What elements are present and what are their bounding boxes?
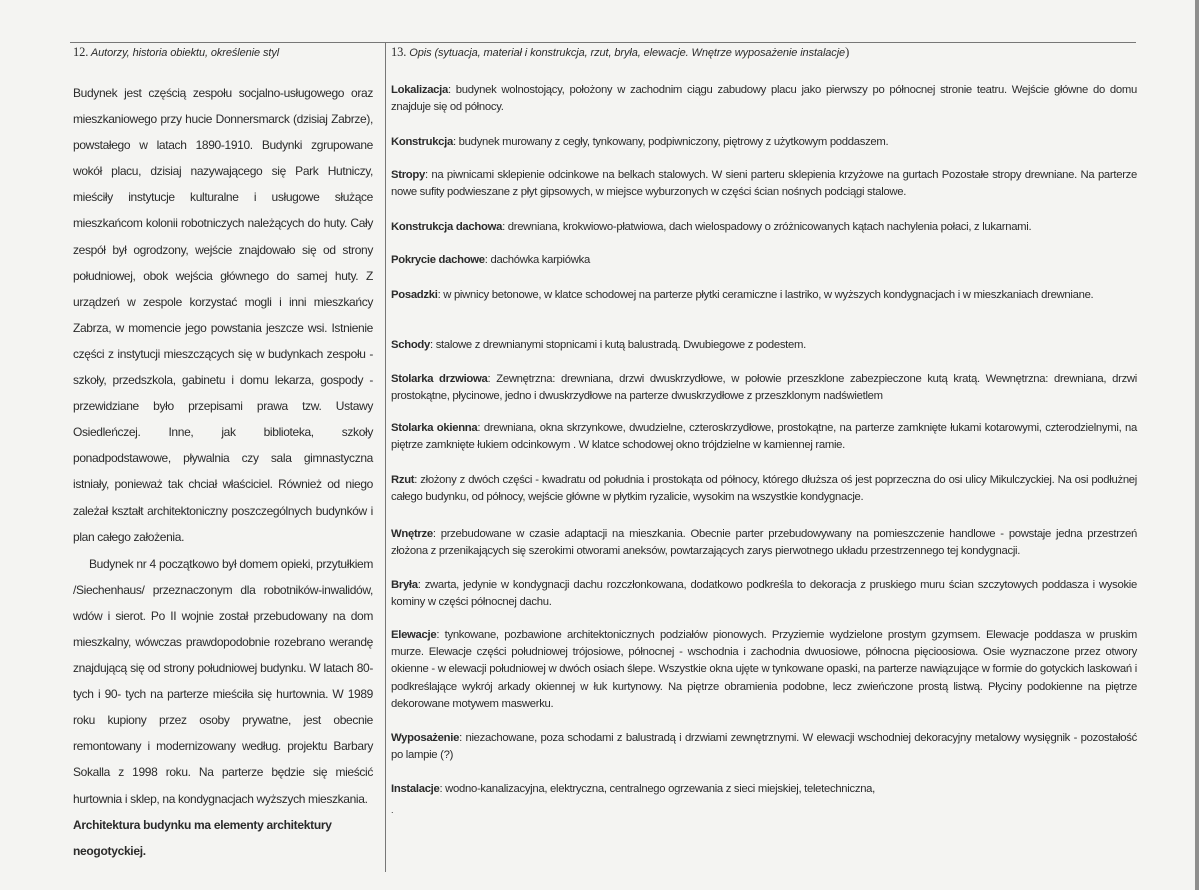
section-label: Wyposażenie [391, 732, 460, 744]
section-text: : Zewnętrzna: drewniana, drzwi dwuskrzydłowe, w połowie przeszklone zabezpieczone kutą kratą. Wewnętrzna: drewniana, drzwi prostokątne, płycinowe, jedno i dwuskrzydłowe na parterze dwuskrzydłowe z przeszklonym nadświetlem [391, 373, 1137, 403]
section-instalacje [391, 781, 1137, 798]
history-header-text: Autorzy, historia obiektu, określenie styl [90, 47, 280, 59]
section-text: : wodno-kanalizacyjna, elektryczna, centralnego ogrzewania z sieci miejskiej, teletechniczna, [439, 783, 876, 795]
history-paragraph-1: Budynek jest częścią zespołu socjalno-usługowego oraz mieszkaniowego przy hucie Donnersmarck (dzisiaj Zabrze), powstałego w latach 1890-1910. Budynki zgrupowane wokół placu, dzisiaj nazywającego się Park Hutniczy, mieściły instytucje kulturalne i usługowe służące mieszkańcom kolonii robotniczych należących do huty. Cały zespół był ogrodzony, wejście znajdowało się od strony południowej, obok wejścia głównego do samej huty. Z urządzeń w zespole korzystać mogli i inni mieszkańcy Zabrza, w momencie jego powstania jeszcze wsi. Istnienie części z instytucji mieszczących się w budynkach zespołu - szkoły, przedszkola, gabinetu i domu lekarza, gospody - przewidziane było przepisami prawa tzw. Ustawy Osiedleńczej. Inne, jak biblioteka, szkoły ponadpodstawowe, pływalnia czy sala gimnastyczna istniały, ponieważ tak chciał właściciel. Również od niego zależał kształt architektoniczny poszczególnych budynków i plan całego założenia. [73, 86, 373, 544]
section-label: Konstrukcja [391, 136, 453, 148]
section-text: : stalowe z drewnianymi stopnicami i kutą balustradą. Dwubiegowe z podestem. [430, 339, 806, 351]
section-wyposazenie [391, 730, 1137, 764]
section-label: Wnętrze [391, 528, 433, 540]
section-text: : drewniana, krokwiowo-płatwiowa, dach wielospadowy o zróżnicowanych kątach nachylenia połaci, z lukarnami. [502, 221, 1032, 233]
section-bryla [391, 577, 1137, 611]
section-stropy [391, 167, 1137, 201]
section-text: : zwarta, jedynie w kondygnacji dachu rozczłonkowana, dodatkowo podkreśla to dekoracja z pruskiego muru ścian szczytowych poddasza i wysokie kominy w części północnej dachu. [391, 579, 1137, 609]
top-rule [70, 42, 1136, 43]
history-header [73, 45, 373, 60]
description-header: 13. Opis (sytuacja, materiał i konstrukcja, rzut, bryła, elewacje. Wnętrze wyposażenie instalacje) [391, 45, 850, 59]
scan-edge [1195, 0, 1199, 890]
section-label: Elewacje [391, 629, 437, 641]
section-label: Pokrycie dachowe [391, 254, 485, 266]
description-header-number: 13. [391, 45, 407, 59]
section-label: Bryła [391, 579, 418, 591]
section-text: : przebudowane w czasie adaptacji na mieszkania. Obecnie parter przebudowywany na pomieszczenie handlowe - powstaje jedna przestrzeń złożona z przenikających się szerokimi otworami aneksów, powtarzających zarys pierwotnego układu przestrzennego tej kondygnacji. [391, 528, 1137, 558]
section-label: Rzut [391, 474, 415, 486]
description-header-text: Opis (sytuacja, materiał i konstrukcja, rzut, bryła, elewacje. Wnętrze wyposażenie instalacje [409, 47, 846, 59]
section-stolarka-drzwiowa [391, 371, 1137, 405]
section-posadzki [391, 287, 1137, 304]
stray-mark: . [391, 805, 394, 815]
section-stolarka-okienna [391, 420, 1137, 454]
history-paragraph-2: Budynek nr 4 początkowo był domem opieki, przytułkiem /Siechenhaus/ przeznaczonym dla robotników-inwalidów, wdów i sierot. Po II wojnie został przebudowany na dom mieszkalny, wówczas prawdopodobnie rozebrano werandę znajdującą się od strony południowej budynku. W latach 80-tych i 90- tych na parterze mieściła się hurtownia. W 1989 roku kupiony przez osoby prywatne, jest obecnie remontowany i modernizowany według. projektu Barbary Sokalla z 1998 roku. Na parterze będzie się mieścić hurtownia i sklep, na kondygnacjach wyższych mieszkania. [73, 556, 373, 806]
section-lokalizacja [391, 82, 1137, 116]
section-elewacje [391, 627, 1137, 713]
section-label: Konstrukcja dachowa [391, 221, 503, 233]
description-column [391, 45, 1138, 815]
section-text: : budynek wolnostojący, położony w zachodnim ciągu zabudowy placu jako pierwszy po północnej stronie teatru. Wejście główne do domu znajduje się od północy. [391, 84, 1137, 114]
section-text: : na piwnicami sklepienie odcinkowe na belkach stalowych. W sieni parteru sklepienia krzyżowe na gurtach Pozostałe stropy drewniane. Na parterze nowe sufity podwieszane z płyt gipsowych, w miejsce wyburzonych w części ścian nośnych podciągi stalowe. [391, 169, 1137, 199]
section-rzut [391, 472, 1137, 506]
style-conclusion: Architektura budynku ma elementy architektury neogotyckiej. [73, 817, 332, 858]
section-label: Stolarka okienna [391, 422, 478, 434]
section-text: : w piwnicy betonowe, w klatce schodowej na parterze płytki ceramiczne i lastriko, w wyższych kondygnacjach i w mieszkaniach drewniane. [437, 289, 1094, 301]
section-pokrycie-dachowe [391, 252, 1137, 269]
section-text: : niezachowane, poza schodami z balustradą i drzwiami zewnętrznymi. W elewacji wschodniej dekoracyjny metalowy wysięgnik - pozostałość po lampie (?) [391, 732, 1137, 762]
history-column [73, 45, 373, 864]
section-label: Lokalizacja [391, 84, 448, 96]
section-wnetrze [391, 526, 1137, 560]
section-text: : tynkowane, pozbawione architektonicznych podziałów pionowych. Przyziemie wydzielone prostym gzymsem. Elewacje poddasza w pruskim murze. Elewacje części południowej trójosiowe, północnej - wschodnia i zachodnia dwuosiowe, północna pięcioosiowa. Osie wyznaczone przez otwory okienne - w elewacji południowej w dwóch osiach ślepe. Wszystkie okna ujęte w tynkowane opaski, na parterze nawiązujące w formie do gotyckich laskowań i podkreślające wykrój arkady okiennej w łuk kurtynowy. Na piętrze obramienia podobne, lecz zwieńczone prostą listwą. Płyciny podokienne na piętrze dekorowane motywem maswerku. [391, 629, 1137, 710]
section-konstrukcja-dachowa [391, 219, 1137, 236]
column-divider [385, 42, 386, 872]
section-text: : dachówka karpiówka [484, 254, 590, 266]
section-label: Stropy [391, 169, 425, 181]
history-header-number: 12. [73, 45, 89, 59]
section-schody [391, 337, 1137, 354]
section-label: Schody [391, 339, 431, 351]
section-label: Stolarka drzwiowa [391, 373, 488, 385]
section-konstrukcja [391, 134, 1137, 151]
section-text: : budynek murowany z cegły, tynkowany, podpiwniczony, piętrowy z użytkowym poddaszem. [453, 136, 889, 148]
section-text: : drewniana, okna skrzynkowe, dwudzielne, czteroskrzydłowe, prostokątne, na parterze zamknięte łukami kotarowymi, czterodzielnymi, na piętrze zamknięte łukiem odcinkowym . W klatce schodowej okno trójdzielne w kamiennej ramie. [391, 422, 1138, 452]
section-label: Posadzki [391, 289, 438, 301]
section-text: : złożony z dwóch części - kwadratu od południa i prostokąta od północy, którego dłuższa oś jest poprzeczna do osi ulicy Mikulczyckiej. Na osi podłużnej całego budynku, od północy, wejście główne w płytkim ryzalicie, wysokim na wszystkie kondygnacje. [391, 474, 1137, 504]
section-label: Instalacje [391, 783, 440, 795]
